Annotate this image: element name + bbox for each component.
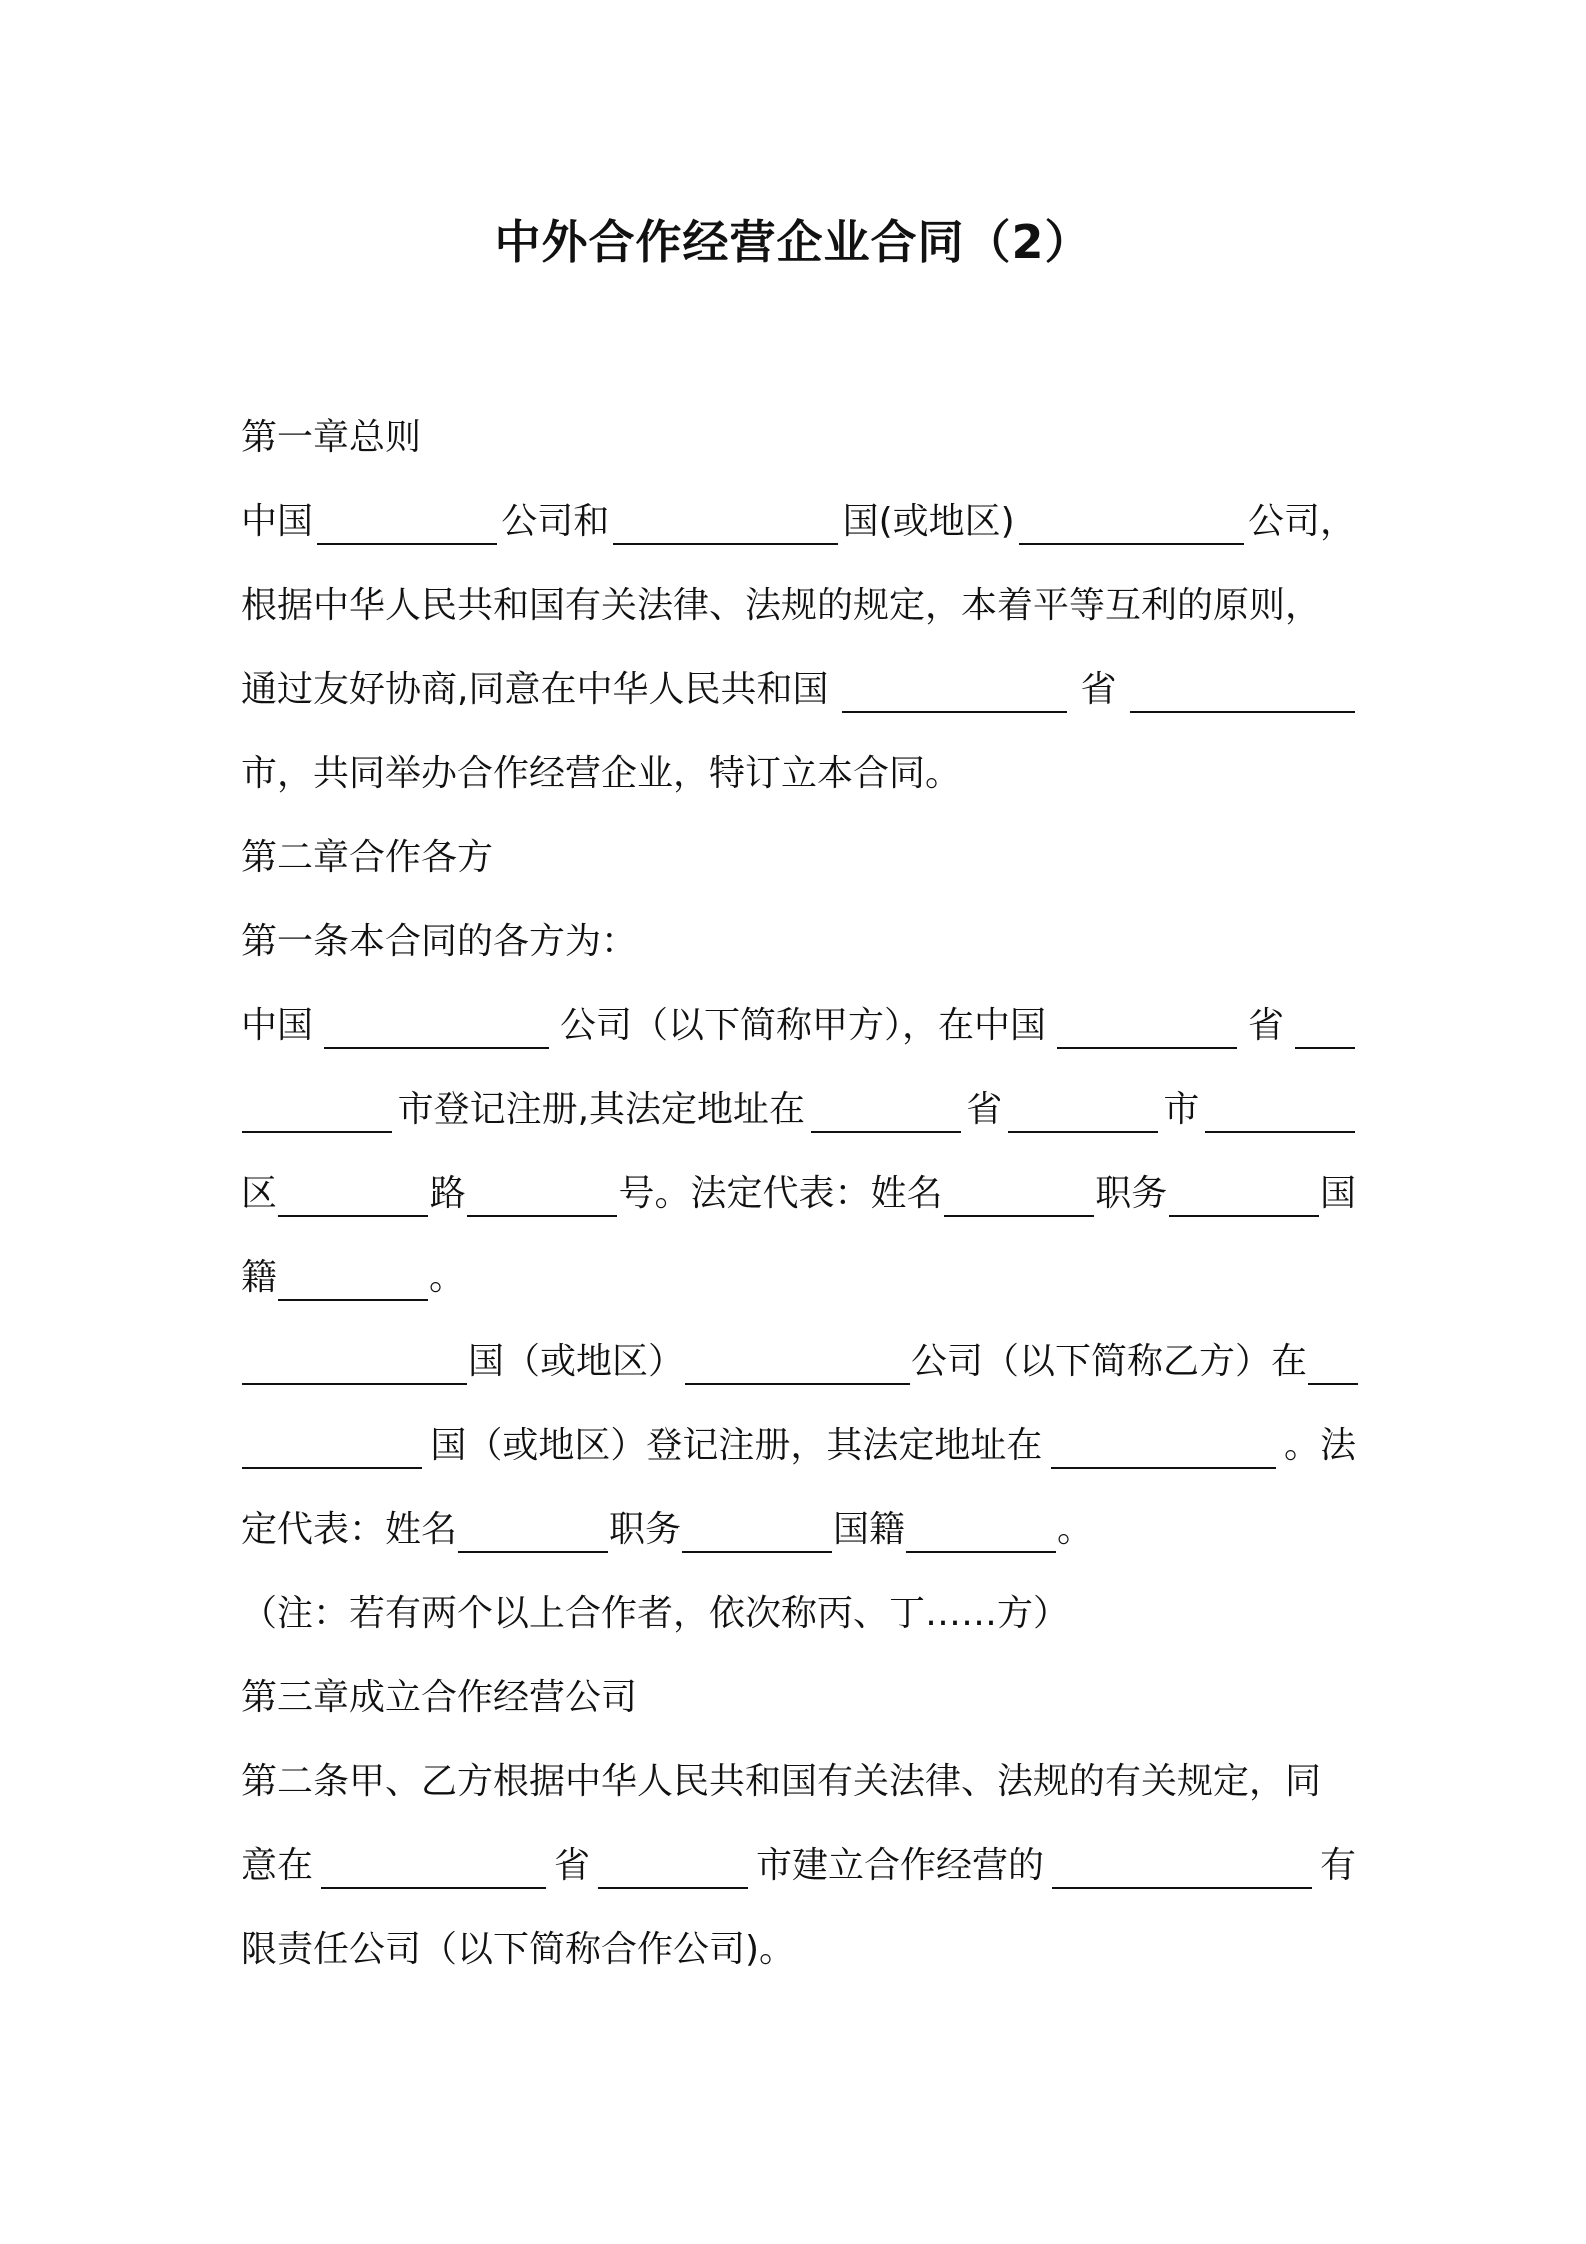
party-b-line-1: 国（或地区） 公司（以下简称乙方）在 <box>241 1320 1356 1404</box>
article-2-line-3: 限责任公司（以下简称合作公司)。 <box>241 1929 796 1970</box>
party-b-line-3: 定代表：姓名 职务 国籍 。 <box>241 1488 1356 1572</box>
chapter-1-line-2: 根据中华人民共和国有关法律、法规的规定，本着平等互利的原则， <box>241 585 1322 626</box>
document-title: 中外合作经营企业合同（2） <box>494 215 1092 269</box>
blank-field[interactable] <box>242 1087 392 1133</box>
blank-field[interactable] <box>1019 499 1244 545</box>
blank-field[interactable] <box>324 1003 549 1049</box>
chapter-3-heading: 第三章成立合作经营公司 <box>241 1677 638 1718</box>
blank-field[interactable] <box>682 1507 832 1553</box>
party-a-line-3: 区 路 号。法定代表：姓名 职务 国 <box>241 1152 1356 1236</box>
article-1-heading: 第一条本合同的各方为： <box>241 921 638 962</box>
blank-field[interactable] <box>906 1507 1056 1553</box>
blank-field[interactable] <box>242 1423 422 1469</box>
chapter-1-heading: 第一章总则 <box>241 417 422 458</box>
blank-field[interactable] <box>458 1507 608 1553</box>
chapter-1-line-1: 中国 公司和 国(或地区) 公司， <box>241 480 1356 564</box>
blank-field[interactable] <box>1169 1171 1319 1217</box>
blank-field[interactable] <box>1008 1087 1158 1133</box>
blank-field[interactable] <box>1057 1003 1237 1049</box>
blank-field[interactable] <box>842 667 1067 713</box>
party-a-line-4: 籍 。 <box>241 1236 1356 1320</box>
blank-field[interactable] <box>1052 1843 1312 1889</box>
blank-field[interactable] <box>598 1843 748 1889</box>
blank-field[interactable] <box>467 1171 617 1217</box>
blank-field[interactable] <box>1295 1003 1355 1049</box>
party-b-line-2: 国（或地区）登记注册，其法定地址在 。法 <box>241 1404 1356 1488</box>
chapter-1-line-4: 市，共同举办合作经营企业，特订立本合同。 <box>241 753 962 794</box>
blank-field[interactable] <box>1051 1423 1276 1469</box>
blank-field[interactable] <box>685 1339 910 1385</box>
chapter-2-heading: 第二章合作各方 <box>241 837 494 878</box>
article-2-line-1: 第二条甲、乙方根据中华人民共和国有关法律、法规的有关规定，同 <box>241 1761 1322 1802</box>
blank-field[interactable] <box>1308 1339 1358 1385</box>
party-a-line-2: 市登记注册,其法定地址在 省 市 <box>241 1068 1356 1152</box>
blank-field[interactable] <box>278 1255 428 1301</box>
blank-field[interactable] <box>242 1339 467 1385</box>
blank-field[interactable] <box>321 1843 546 1889</box>
chapter-1-line-3: 通过友好协商,同意在中华人民共和国 省 <box>241 648 1356 732</box>
blank-field[interactable] <box>613 499 838 545</box>
blank-field[interactable] <box>811 1087 961 1133</box>
party-a-line-1: 中国 公司（以下简称甲方），在中国 省 <box>241 984 1356 1068</box>
party-note: （注：若有两个以上合作者，依次称丙、丁……方） <box>241 1593 1070 1634</box>
article-2-line-2: 意在 省 市建立合作经营的 有 <box>241 1824 1356 1908</box>
blank-field[interactable] <box>278 1171 428 1217</box>
blank-field[interactable] <box>317 499 497 545</box>
blank-field[interactable] <box>1205 1087 1355 1133</box>
blank-field[interactable] <box>944 1171 1094 1217</box>
blank-field[interactable] <box>1130 667 1355 713</box>
